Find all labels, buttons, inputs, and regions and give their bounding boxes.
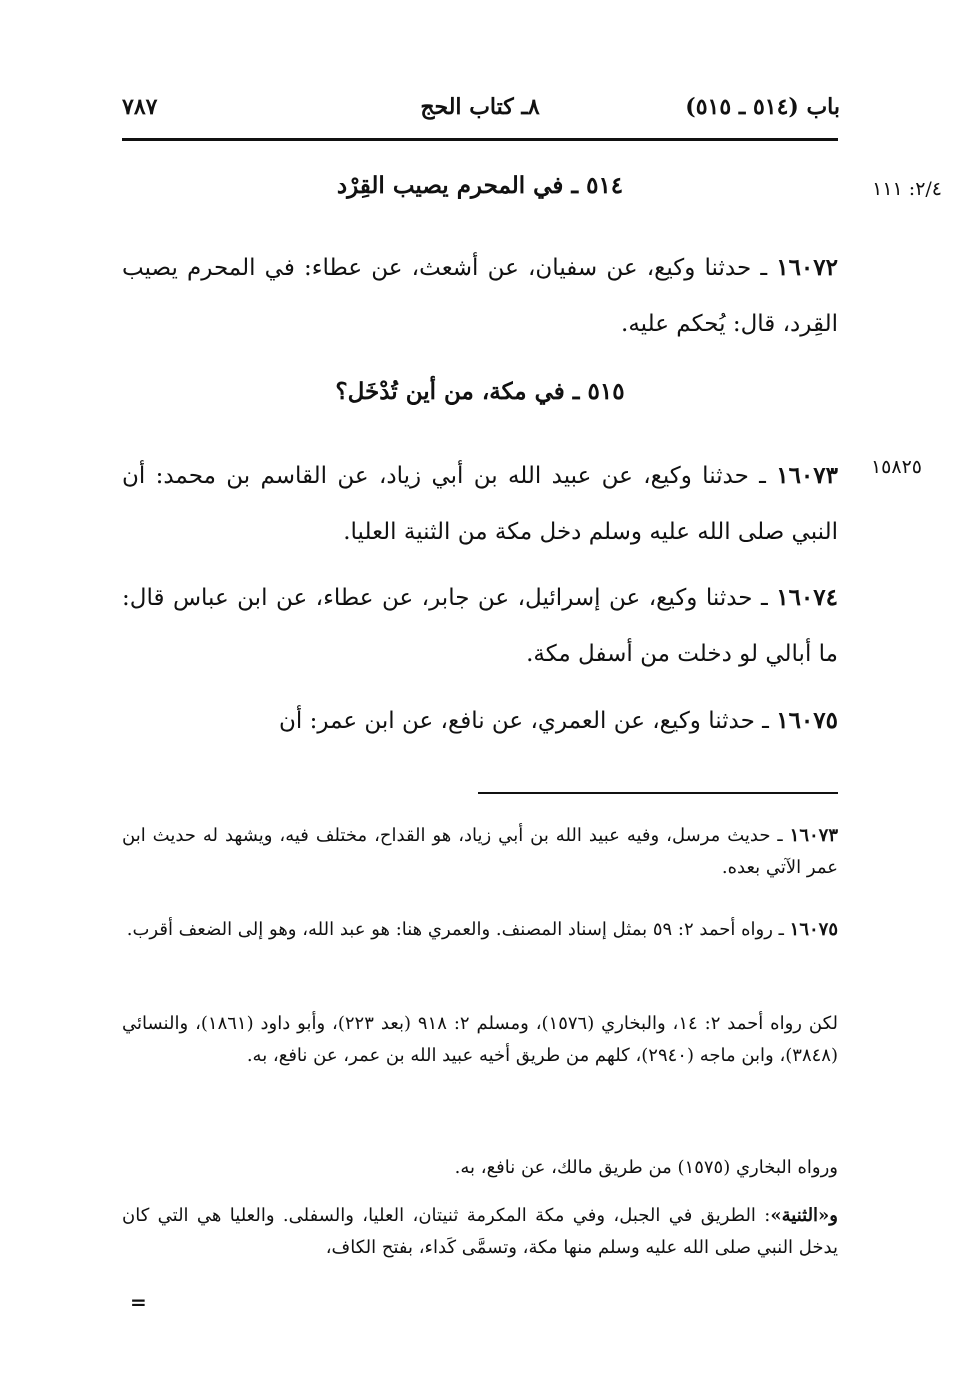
header-chapter-range: باب (٥١٤ ـ ٥١٥): [685, 94, 840, 120]
hadith-paragraph: [122, 570, 838, 682]
hadith-number: ١٦٠٧٥: [776, 707, 838, 734]
footnote-text: لكن رواه أحمد ٢: ١٤، والبخاري (١٥٧٦)، ومسلم ٢: ٩١٨ (بعد ٢٢٣)، وأبو داود (١٨٦١)، والنسائي (٣٨٤٨)، وابن ماجه (٢٩٤٠)، كلهم من طريق أخيه عبيد الله بن عمر، عن نافع، به.: [122, 1013, 839, 1066]
margin-reference: ١٥٨٢٥: [870, 456, 922, 478]
footnote-text: ـ حديث مرسل، وفيه عبيد الله بن أبي زياد، هو القداح، مختلف فيه، ويشهد له حديث ابن عمر الآتي بعده.: [122, 825, 838, 878]
hadith-text: ـ حدثنا وكيع، عن إسرائيل، عن جابر، عن عطاء، عن ابن عباس قال: ما أبالي لو دخلت من أسفل مكة.: [122, 585, 838, 667]
page-number: ٧٨٧: [122, 94, 158, 120]
footnote: [122, 914, 838, 946]
hadith-text: ـ حدثنا وكيع، عن العمري، عن نافع، عن ابن عمر: أن: [279, 708, 769, 734]
footnote-number: ١٦٠٧٣: [789, 825, 838, 846]
header-divider: [122, 138, 838, 141]
footnote: [122, 820, 838, 884]
hadith-number: ١٦٠٧٢: [776, 254, 838, 281]
footnote-text: ورواه البخاري (١٥٧٥) من طريق مالك، عن نافع، به.: [454, 1157, 838, 1178]
footnote: [122, 1008, 838, 1072]
footnote-number: ١٦٠٧٥: [789, 919, 838, 940]
hadith-paragraph: [122, 448, 838, 560]
footnote-term: و«الثنية»: [770, 1205, 838, 1226]
footnote: [122, 1152, 838, 1184]
hadith-text: ـ حدثنا وكيع، عن عبيد الله بن أبي زياد، عن القاسم بن محمد: أن النبي صلى الله عليه وسلم دخل مكة من الثنية العليا.: [122, 463, 838, 545]
footnote: [122, 1200, 838, 1264]
footnote-text: : الطريق في الجبل، وفي مكة المكرمة ثنيتان، العليا، والسفلى. والعليا هي التي كان يدخل النبي صلى الله عليه وسلم منها مكة، وتسمَّى كَداء، بفتح الكاف،: [122, 1205, 838, 1258]
hadith-text: ـ حدثنا وكيع، عن سفيان، عن أشعث، عن عطاء: في المحرم يصيب القِرد، قال: يُحكم عليه.: [122, 255, 838, 337]
footnote-divider: [478, 792, 838, 794]
hadith-number: ١٦٠٧٤: [776, 584, 838, 611]
hadith-number: ١٦٠٧٣: [776, 462, 838, 489]
section-heading: ٥١٥ ـ في مكة، من أين تُدْخَل؟: [335, 378, 625, 405]
continuation-mark: =: [130, 1290, 147, 1314]
footnote-text: ـ رواه أحمد ٢: ٥٩ بمثل إسناد المصنف. والعمري هنا: هو عبد الله، وهو إلى الضعف أقرب.: [126, 919, 784, 940]
header-book-title: ٨ـ كتاب الحج: [420, 94, 540, 120]
section-heading: ٥١٤ ـ في المحرم يصيب القِرْد: [336, 172, 624, 199]
hadith-paragraph: [122, 693, 838, 749]
hadith-paragraph: [122, 240, 838, 352]
margin-reference: ٢/٤: ١١١: [872, 178, 942, 200]
